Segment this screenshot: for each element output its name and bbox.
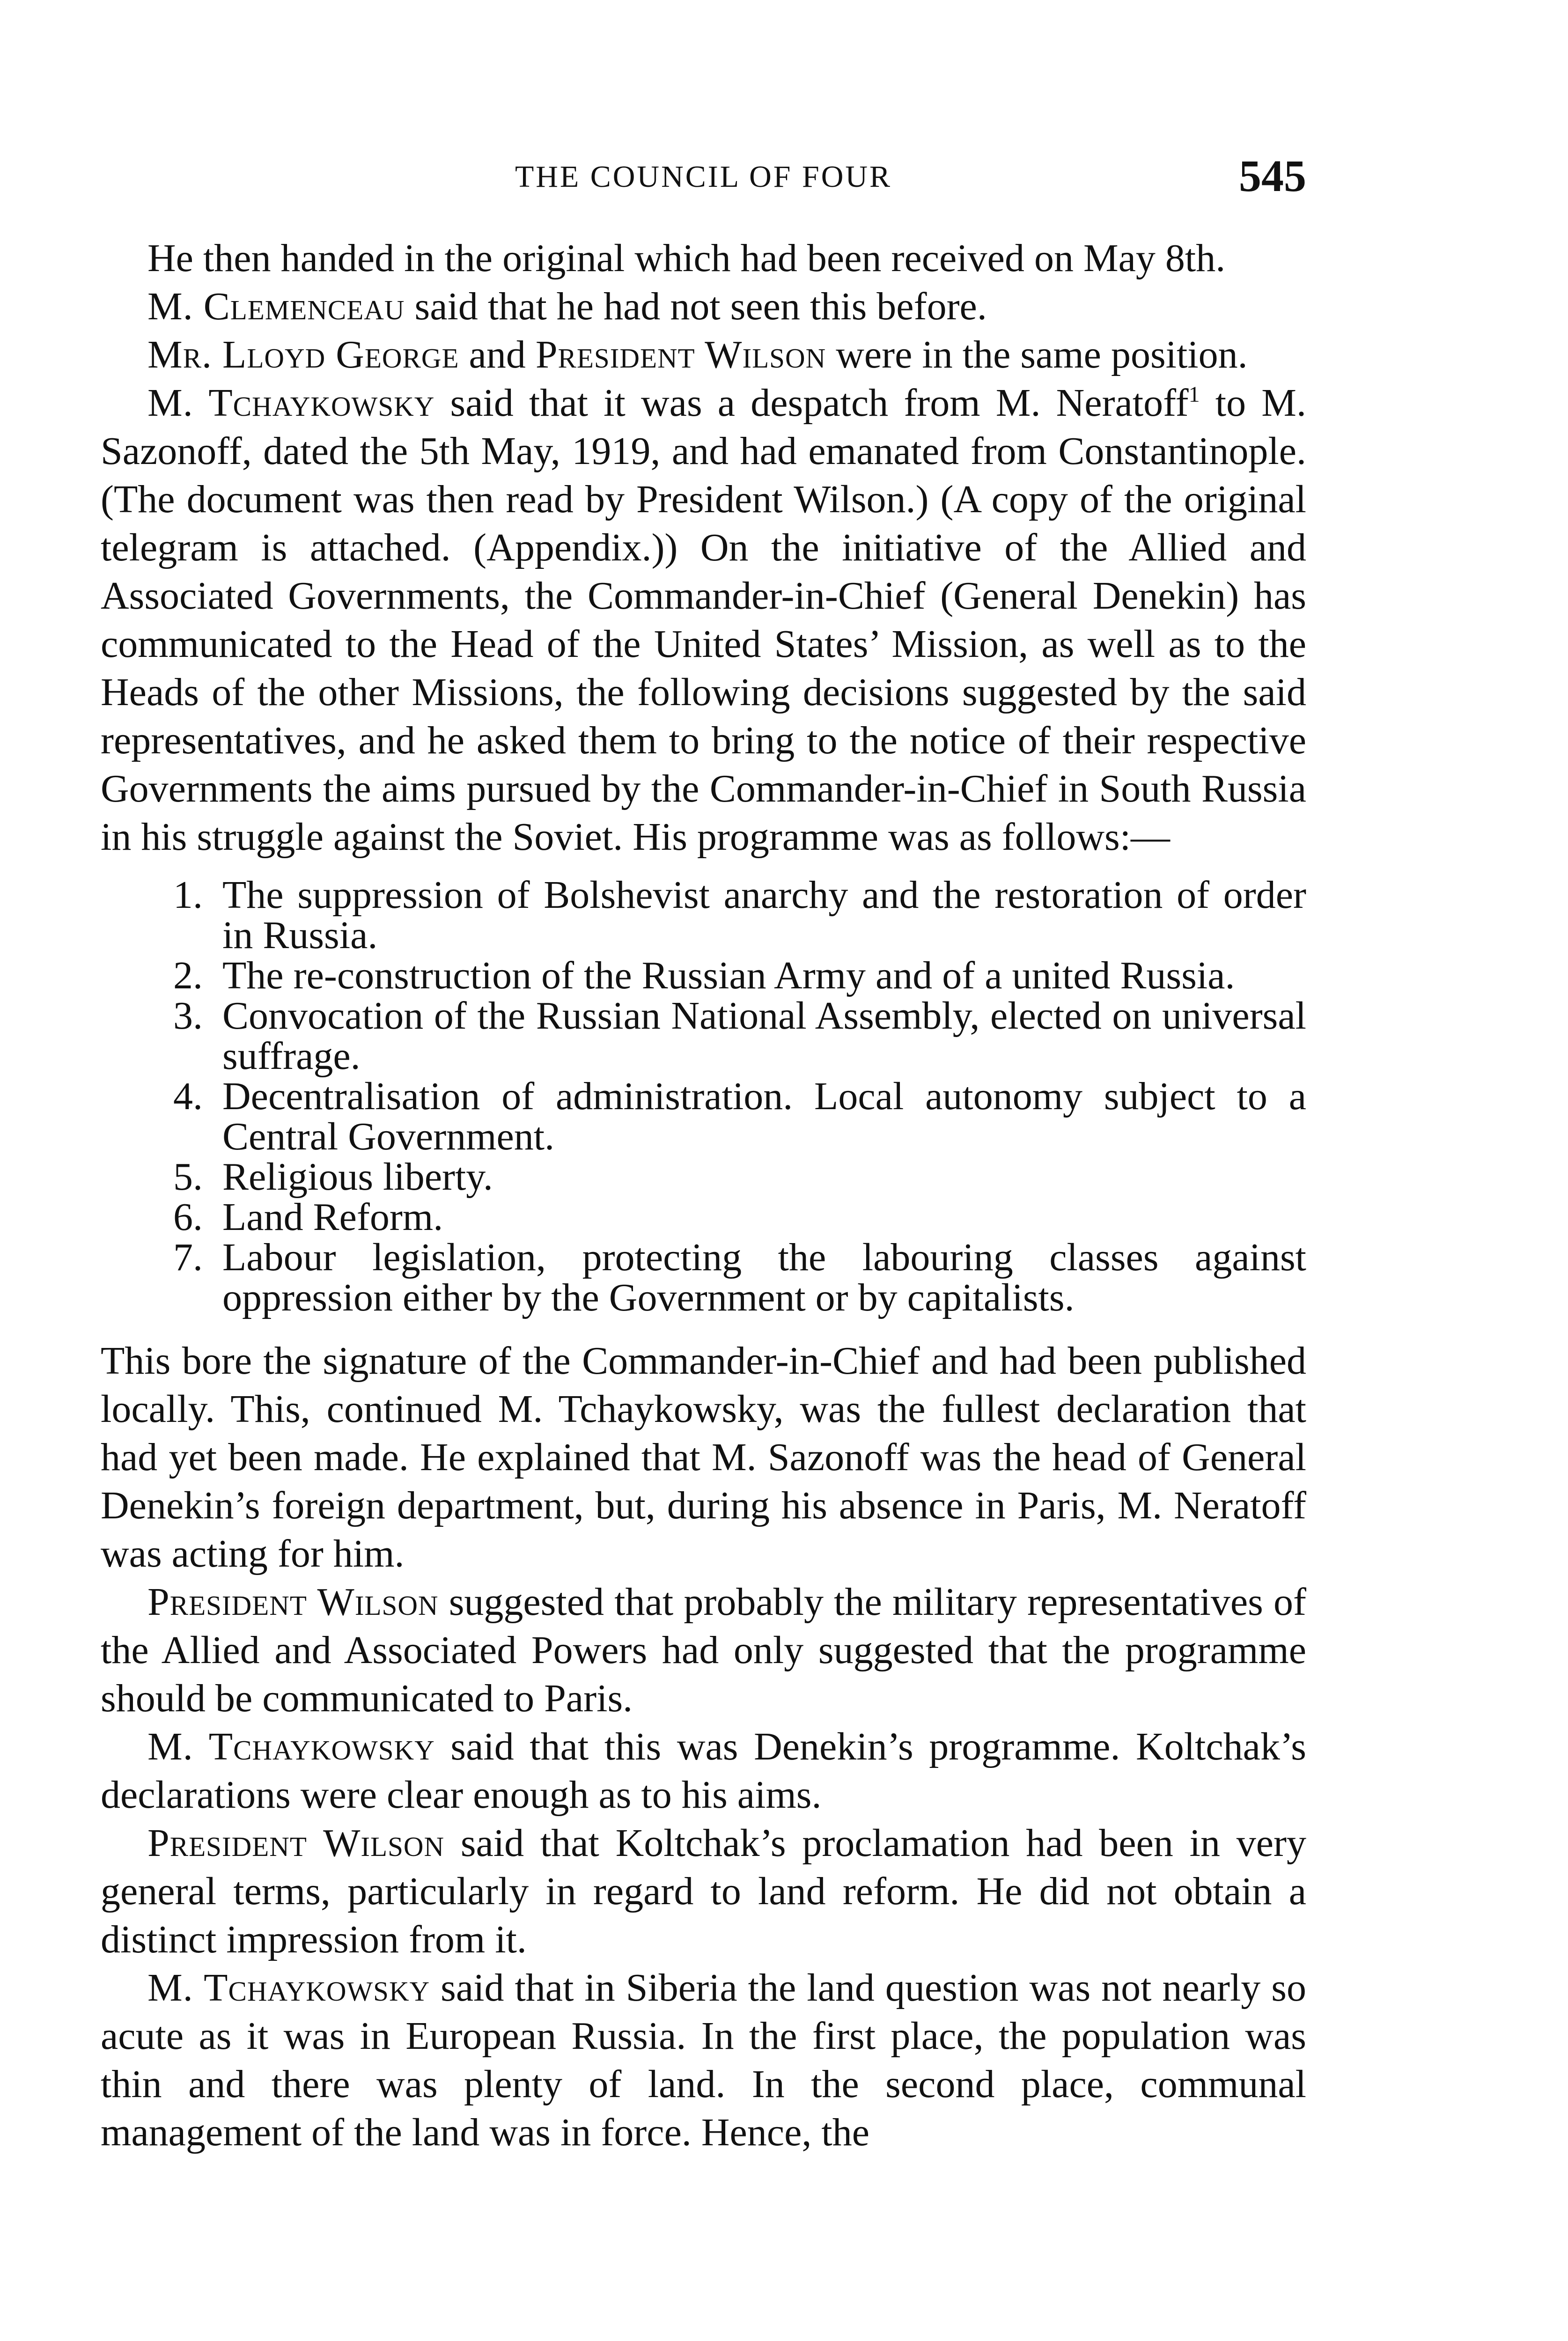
paragraph-text: said that he had not seen this before. xyxy=(405,285,987,328)
paragraph-text: said that in Siberia the land question was not nearly so acute as it was in European Russia. In the first place, the population was thin and there was plenty of land. In the second place, communal management of the land was in force. Hence, the xyxy=(101,1966,1306,2154)
list-item-text: Convocation of the Russian National Assembly, elected on universal suffrage. xyxy=(222,994,1306,1078)
speaker-name: M. Tchaykowsky xyxy=(147,381,435,425)
paragraph xyxy=(101,1964,1306,2157)
list-item-text: The suppression of Bolshevist anarchy and the restoration of order in Russia. xyxy=(222,873,1306,957)
list-item-text: Labour legislation, protecting the labouring classes against oppression either by the Government or by capitalists. xyxy=(222,1236,1306,1319)
list-item xyxy=(173,873,1306,957)
list-item xyxy=(173,1155,1306,1199)
page-number: 545 xyxy=(1239,151,1306,201)
list-item xyxy=(173,1195,1306,1239)
list-item-text: Decentralisation of administration. Local autonomy subject to a Central Government. xyxy=(222,1075,1306,1158)
list-number: 2. xyxy=(173,954,203,997)
paragraph xyxy=(101,282,1306,331)
list-number: 7. xyxy=(173,1236,203,1279)
speaker-name: M. Clemenceau xyxy=(147,285,405,328)
speaker-name: President Wilson xyxy=(147,1821,445,1865)
list-number: 4. xyxy=(173,1075,203,1118)
list-item xyxy=(173,1236,1306,1319)
list-item xyxy=(173,954,1306,997)
list-item xyxy=(173,994,1306,1078)
paragraph-text: to M. Sazonoff, dated the 5th May, 1919, and had emanated from Constantinople. (The document was then read by President Wilson.) (A copy of the original telegram is attached. (Appendix.)) On the initiative of the Allied and Associated Governments, the Commander-in-Chief (General Denekin) has communicated to the Head of the United States’ Mission, as well as to the Heads of the other Missions, the following decisions suggested by the said representatives, and he asked them to bring to the notice of their respective Governments the aims pursued by the Commander-in-Chief in South Russia in his struggle against the Soviet. His programme was as follows:— xyxy=(101,381,1306,859)
paragraph-text: said that Koltchak’s proclamation had been in very general terms, particularly in regard to land reform. He did not obtain a distinct impression from it. xyxy=(101,1821,1306,1961)
list-item-text: Religious liberty. xyxy=(222,1155,493,1199)
paragraph-text: This bore the signature of the Commander-in-Chief and had been published locally. This, continued M. Tchaykowsky, was the fullest declaration that had yet been made. He explained that M. Sazonoff was the head of General Denekin’s foreign department, but, during his absence in Paris, M. Neratoff was acting for him. xyxy=(101,1339,1306,1575)
speaker-name: M. Tchaykowsky xyxy=(147,1966,430,2010)
list-item-text: Land Reform. xyxy=(222,1195,443,1239)
paragraph xyxy=(101,1819,1306,1964)
paragraph-text: said that it was a despatch from M. Neratoff xyxy=(434,381,1189,425)
paragraph xyxy=(101,331,1306,379)
list-number: 3. xyxy=(173,994,203,1038)
list-number: 6. xyxy=(173,1195,203,1239)
paragraph-text: He then handed in the original which had been received on May 8th. xyxy=(147,236,1226,280)
list-number: 5. xyxy=(173,1155,203,1199)
speaker-name: President Wilson xyxy=(147,1580,439,1624)
speaker-name: M. Tchaykowsky xyxy=(147,1725,435,1768)
body-text xyxy=(101,234,1306,2157)
paragraph xyxy=(101,1723,1306,1819)
footnote-reference: 1 xyxy=(1188,382,1200,407)
paragraph xyxy=(101,379,1306,861)
speaker-name: Mr. Lloyd George xyxy=(147,333,459,376)
page-header xyxy=(101,150,1306,201)
programme-list xyxy=(101,875,1306,1318)
paragraph-text: said that this was Denekin’s programme. Koltchak’s declarations were clear enough as to his aims. xyxy=(101,1725,1306,1817)
running-head: THE COUNCIL OF FOUR xyxy=(515,160,892,194)
paragraph-text: were in the same position. xyxy=(826,333,1248,376)
list-number: 1. xyxy=(173,873,203,917)
list-item-text: The re-construction of the Russian Army and of a united Russia. xyxy=(222,954,1235,997)
list-item xyxy=(173,1075,1306,1158)
speaker-name: President Wilson xyxy=(535,333,826,376)
paragraph xyxy=(101,1337,1306,1578)
paragraph-text: and xyxy=(459,333,536,376)
paragraph xyxy=(101,234,1306,282)
paragraph-text: suggested that probably the military representatives of the Allied and Associated Powers had only suggested that the programme should be communicated to Paris. xyxy=(101,1580,1306,1720)
paragraph xyxy=(101,1578,1306,1723)
